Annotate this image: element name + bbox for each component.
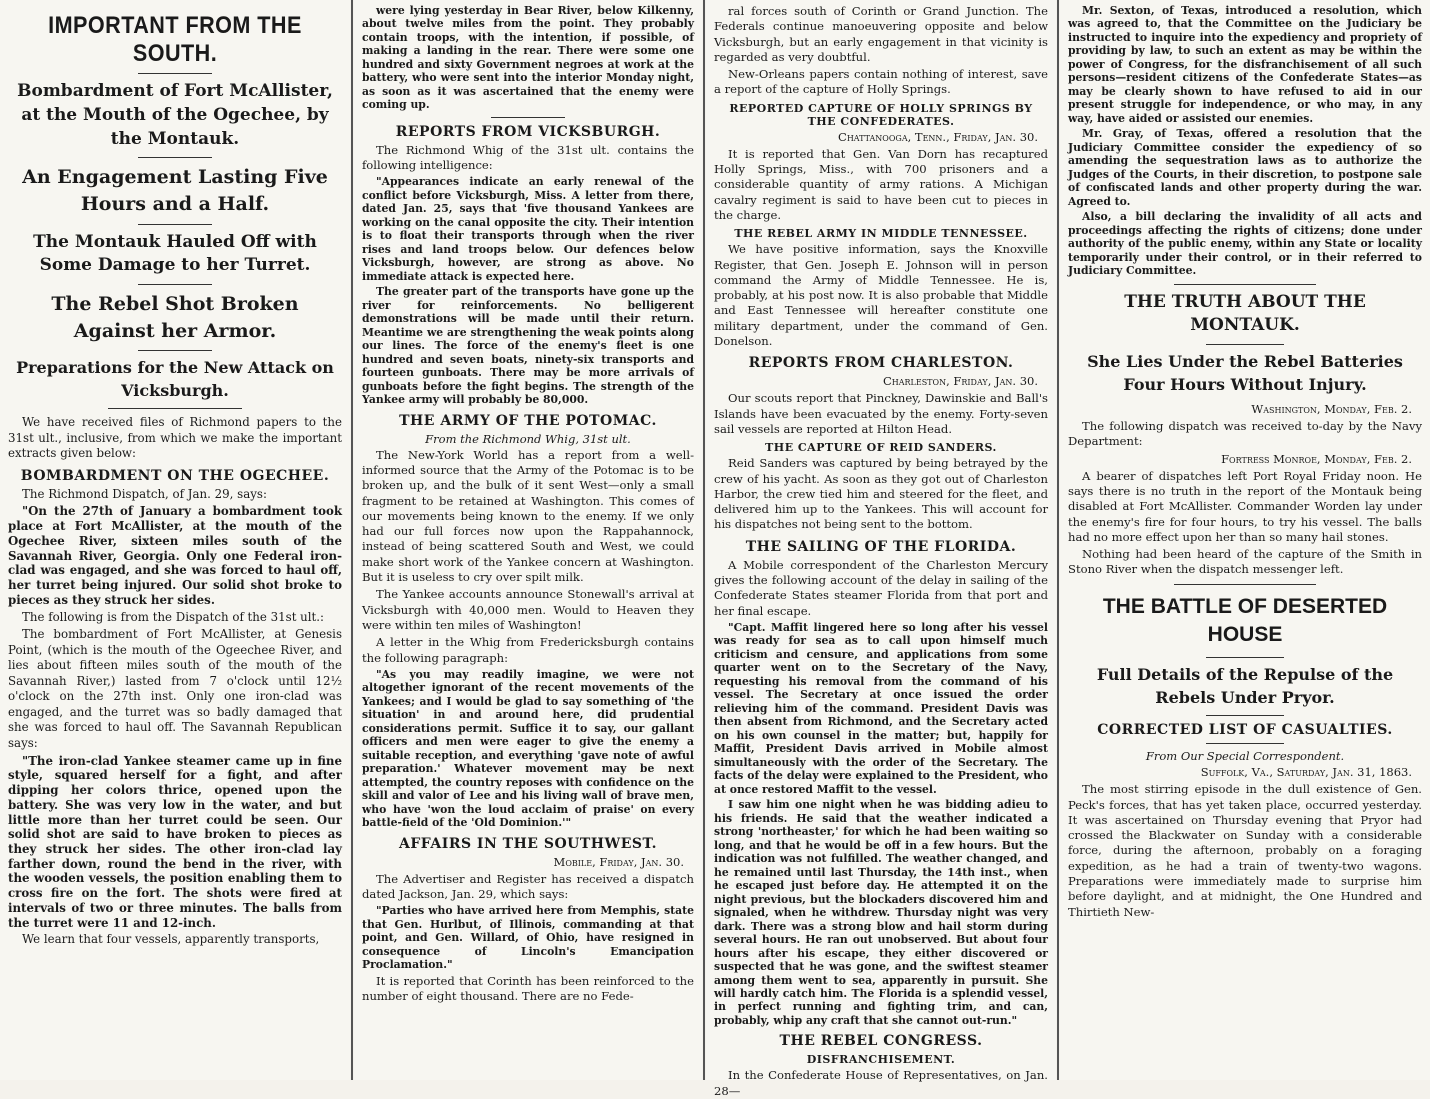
subhead-florida: THE SAILING OF THE FLORIDA.: [745, 538, 1017, 555]
paragraph: The Richmond Whig of the 31st ult. contains the following intelligence:: [362, 142, 694, 173]
subhead-southwest: AFFAIRS IN THE SOUTHWEST.: [398, 835, 657, 852]
main-headline: IMPORTANT FROM THE SOUTH.: [48, 12, 302, 67]
paragraph: The New-York World has a report from a well-informed source that the Army of the Potomac is to be broken up, and the bulk of it sent West—only a small fragment to be retained at Washington. This comes of our movements being known to the enemy. If we only had our full forces now upon the Rappahannock, instead of being scattered South and West, we could make short work of the Yankee concern at Washington. But it is useless to cry over spilt milk.: [362, 447, 694, 585]
paragraph: It is reported that Gen. Van Dorn has recaptured Holly Springs, Miss., with 700 prisoners and a considerable quantity of army rations. A Michigan cavalry regiment is said to have been cut to pieces in the charge.: [714, 146, 1048, 222]
column-2: [354, 0, 702, 1080]
column-1: [0, 0, 350, 1080]
subhead-tennessee: THE REBEL ARMY IN MIDDLE TENNESSEE.: [734, 227, 1028, 241]
quoted-paragraph: were lying yesterday in Bear River, below Kilkenny, about twelve miles from the point. They probably contain troops, with the intention, if possible, of making a landing in the rear. There were some one hundred and sixty Government negroes at work at the battery, who were sent into the interior Monday night, as soon as it was ascertained that the enemy were coming up.: [362, 4, 694, 112]
quoted-paragraph: "Parties who have arrived here from Memphis, state that Gen. Hurlbut, of Illinois, commanding at that point, and Gen. Willard, of Ohio, have resigned in consequence of Lincoln's Emancipation Proclamation.": [362, 904, 694, 972]
quoted-paragraph: "On the 27th of January a bombardment took place at Fort McAllister, at the mouth of the Ogechee River, sixteen miles south of the Savannah River, Georgia. Only one Federal iron-clad was engaged, and she was forced to haul off, her turret being injured. Our solid shot broke to pieces as they struck her sides.: [8, 504, 342, 607]
subhead-charleston: REPORTS FROM CHARLESTON.: [748, 355, 1014, 372]
paragraph: The bombardment of Fort McAllister, at Genesis Point, (which is the mouth of the Ogeechee River, and lies about fifteen miles south of the mouth of the Savannah River,) lasted from 7 o'clock until 12½ o'clock on the 27th inst. Only one iron-clad was engaged, and the turret was so badly damaged that she was forced to haul off. The Savannah Republican says:: [8, 627, 342, 751]
quoted-paragraph: "Appearances indicate an early renewal of the conflict before Vicksburgh, Miss. A letter from there, dated Jan. 25, says that 'five thousand Yankees are working on the canal opposite the city. Their intention is to float their transports through when the river rises and land troops below. Our defences below Vicksburgh, however, are strong as above. No immediate attack is expected here.: [362, 175, 694, 283]
headline-battle-deserted-house: THE BATTLE OF DESERTED HOUSE: [1102, 594, 1388, 647]
quoted-paragraph: Also, a bill declaring the invalidity of all acts and proceedings affecting the rights of citizens; done under authority of the public enemy, within any State or locality temporarily under their control, or in their referred to Judiciary Committee.: [1068, 210, 1422, 278]
quoted-paragraph: Mr. Gray, of Texas, offered a resolution that the Judiciary Committee consider the expediency of so amending the sequestration laws as to authorize the Judges of the Courts, in their discretion, to postpone sale of confiscated lands and other property during the war. Agreed to.: [1068, 127, 1422, 208]
column-rule: [703, 0, 705, 1080]
paragraph: New-Orleans papers contain nothing of interest, save a report of the capture of Holly Springs.: [714, 67, 1048, 97]
paragraph: The Advertiser and Register has received a dispatch dated Jackson, Jan. 29, which says:: [362, 871, 694, 901]
subhead-disfranchisement: DISFRANCHISEMENT.: [806, 1053, 956, 1067]
column-rule: [351, 0, 353, 1080]
dateline: Chattanooga, Tenn., Friday, Jan. 30.: [838, 129, 1038, 144]
dateline: Suffolk, Va., Saturday, Jan. 31, 1863.: [1200, 765, 1412, 780]
paragraph: The most stirring episode in the dull existence of Gen. Peck's forces, that has yet taken place, occurred yesterday. It was ascertained on Thursday evening that Pryor had crossed the Blackwater on Sunday with a considerable force, during the afternoon, probably on a foraging expedition, as he had a train of twenty-two wagons. Preparations were immediately made to surprise him before daylight, and at midnight, the One Hundred and Thirtieth New-: [1068, 782, 1422, 919]
paragraph: We have positive information, says the Knoxville Register, that Gen. Joseph E. Johnson will in person command the Army of Middle Tennessee. He is, probably, at his post now. It is also probable that Middle and East Tennessee will hereafter constitute one military department, under the command of Gen. Donelson.: [714, 242, 1048, 349]
paragraph: ral forces south of Corinth or Grand Junction. The Federals continue manoeuvering opposite and below Vicksburgh, but an early engagement in that vicinity is regarded as very doubtful.: [714, 4, 1048, 64]
dateline: From the Richmond Whig, 31st ult.: [425, 431, 631, 446]
paragraph: Our scouts report that Pinckney, Dawinskie and Ball's Islands have been evacuated by the enemy. Forty-seven sail vessels are reported at Hilton Head.: [714, 391, 1048, 436]
subhead-holly-springs: REPORTED CAPTURE OF HOLLY SPRINGS BY THE CONFEDERATES.: [729, 101, 1033, 128]
subhead-potomac: THE ARMY OF THE POTOMAC.: [399, 412, 657, 429]
quoted-paragraph: I saw him one night when he was bidding adieu to his friends. He said that the weather indicated a strong 'northeaster,' for which he had been waiting so long, and that he would be off in a few hours. But the indication was not fulfilled. The weather changed, and he remained until last Thursday, the 14th inst., when he escaped just before day. He attempted it on the night previous, but the blockaders discovered him and signaled, when he withdrew. Thursday night was very dark. There was a strong blow and hail storm during several hours. He ran out unobserved. But about four hours after his escape, they either discovered or suspected that he was gone, and the swiftest steamer among them went to sea, apparently in pursuit. She will hardly catch him. The Florida is a splendid vessel, in perfect running and fighting trim, and can, probably, whip any craft that she cannot out-run.": [714, 798, 1048, 1027]
deck-rebel-shot: The Rebel Shot Broken Against her Armor.: [51, 293, 299, 342]
subhead-casualties: CORRECTED LIST OF CASUALTIES.: [1097, 722, 1393, 739]
headline-truth-montauk: THE TRUTH ABOUT THE MONTAUK.: [1124, 291, 1366, 336]
intro-paragraph: We have received files of Richmond papers to the 31st ult., inclusive, from which we make the important extracts given below:: [8, 415, 342, 461]
subhead-rebel-congress: THE REBEL CONGRESS.: [779, 1033, 983, 1050]
quoted-paragraph: "Capt. Maffit lingered here so long after his vessel was ready for sea as to call upon himself much criticism and censure, and applications from some quarter went on to the Secretary of the Navy, requesting his removal from the command of his vessel. The Secretary at once issued the order relieving him of the command. President Davis was then absent from Richmond, and the Secretary acted on his own counsel in the matter; but, happily for Maffit, President Davis arrived in Mobile almost simultaneously with the order of the Secretary. The facts of the delay were explained to the President, who at once restored Maffit to the vessel.: [714, 620, 1048, 796]
quoted-paragraph: The greater part of the transports have gone up the river for reinforcements. No belligerent demonstrations will be made until their return. Meantime we are strengthening the weak points along our lines. The force of the enemy's fleet is one hundred and seven boats, ninety-six transports and fourteen gunboats. There may be more arrivals of gunboats before the fight begins. The strength of the Yankee army will probably be 80,000.: [362, 285, 694, 407]
subhead-vicksburgh: REPORTS FROM VICKSBURGH.: [395, 123, 661, 140]
paragraph: We learn that four vessels, apparently transports,: [22, 932, 320, 947]
subhead-reid-sanders: THE CAPTURE OF REID SANDERS.: [765, 441, 997, 455]
paragraph: The following dispatch was received to-day by the Navy Department:: [1068, 419, 1422, 449]
paragraph: The Richmond Dispatch, of Jan. 29, says:: [22, 486, 267, 501]
paragraph: It is reported that Corinth has been reinforced to the number of eight thousand. There are no Fede-: [362, 973, 694, 1003]
quoted-paragraph: "The iron-clad Yankee steamer came up in fine style, squared herself for a fight, and after dipping her colors thrice, opened upon the battery. She was very low in the water, and but little more than her turret could be seen. Our solid shot are said to have broken to pieces as they struck her sides. The other iron-clad lay farther down, round the bend in the river, with the wooden vessels, the position enabling them to cross fire on the fort. The shots were fired at intervals of two or three minutes. The balls from the turret were 11 and 12-inch.: [8, 753, 342, 930]
paragraph: A bearer of dispatches left Port Royal Friday noon. He says there is no truth in the report of the Montauk being disabled at Fort McAllister. Commander Worden lay under the enemy's fire for four hours, to try his vessel. The balls had no more effect upon her than so many hail stones.: [1068, 468, 1422, 544]
paragraph: The following is from the Dispatch of the 31st ult.:: [22, 609, 325, 624]
paragraph: A Mobile correspondent of the Charleston Mercury gives the following account of the delay in sailing of the Confederate States steamer Florida from that port and her final escape.: [714, 557, 1048, 618]
column-rule: [1057, 0, 1059, 1080]
deck-bombardment: Bombardment of Fort McAllister, at the Mouth of the Ogechee, by the Montauk.: [17, 81, 333, 149]
paragraph: The Yankee accounts announce Stonewall's arrival at Vicksburgh with 40,000 men. Would to Heaven they were within ten miles of Washington!: [362, 587, 694, 632]
dateline: From Our Special Correspondent.: [1145, 749, 1345, 764]
deck-repulse-pryor: Full Details of the Repulse of the Rebels Under Pryor.: [1096, 665, 1394, 707]
quoted-paragraph: "As you may readily imagine, we were not altogether ignorant of the recent movements of the Yankees; and I would be glad to say something of 'the situation' in and around here, did prudential considerations permit. Suffice it to say, our gallant officers and men were eager to give the enemy a suitable reception, and everything 'gave note of awful preparation.' Whatever movement may be next attempted, the country reposes with confidence on the skill and valor of Lee and his living wall of brave men, who have 'won the loud acclaim of praise' on every battle-field of the 'Old Dominion.'": [362, 667, 694, 830]
deck-truth-montauk: She Lies Under the Rebel Batteries Four Hours Without Injury.: [1087, 352, 1403, 394]
paragraph: Nothing had been heard of the capture of the Smith in Stono River when the dispatch messenger left.: [1068, 547, 1422, 577]
deck-preparations: Preparations for the New Attack on Vicksburgh.: [16, 358, 334, 400]
paragraph: A letter in the Whig from Fredericksburgh contains the following paragraph:: [362, 635, 694, 665]
paragraph: Reid Sanders was captured by being betrayed by the crew of his yacht. As soon as they got out of Charleston Harbor, the crew tied him and steered for the fleet, and delivered him up to the Yankees. This will account for his dispatches not being sent to the bottom.: [714, 456, 1048, 532]
subhead-bombardment: BOMBARDMENT ON THE OGECHEE.: [20, 467, 330, 484]
column-3: [706, 0, 1056, 1098]
dateline: Fortress Monroe, Monday, Feb. 2.: [1221, 451, 1412, 466]
dateline: Mobile, Friday, Jan. 30.: [553, 854, 684, 869]
dateline: Washington, Monday, Feb. 2.: [1251, 402, 1412, 417]
quoted-paragraph: Mr. Sexton, of Texas, introduced a resolution, which was agreed to, that the Committee on the Judiciary be instructed to inquire into the expediency and propriety of providing by law, to such an extent as may be within the power of Congress, for the disfranchisement of all such persons—resident citizens of the Confederate States—as may be clearly shown to have refused to aid in our present struggle for independence, or who may, in any way, have aided or assisted our enemies.: [1068, 4, 1422, 125]
column-4: [1060, 0, 1430, 1080]
deck-engagement: An Engagement Lasting Five Hours and a Half.: [22, 166, 328, 215]
paragraph: In the Confederate House of Representatives, on Jan. 28—: [714, 1068, 1048, 1098]
dateline: Charleston, Friday, Jan. 30.: [882, 374, 1038, 389]
deck-montauk-hauled: The Montauk Hauled Off with Some Damage to her Turret.: [33, 231, 317, 276]
